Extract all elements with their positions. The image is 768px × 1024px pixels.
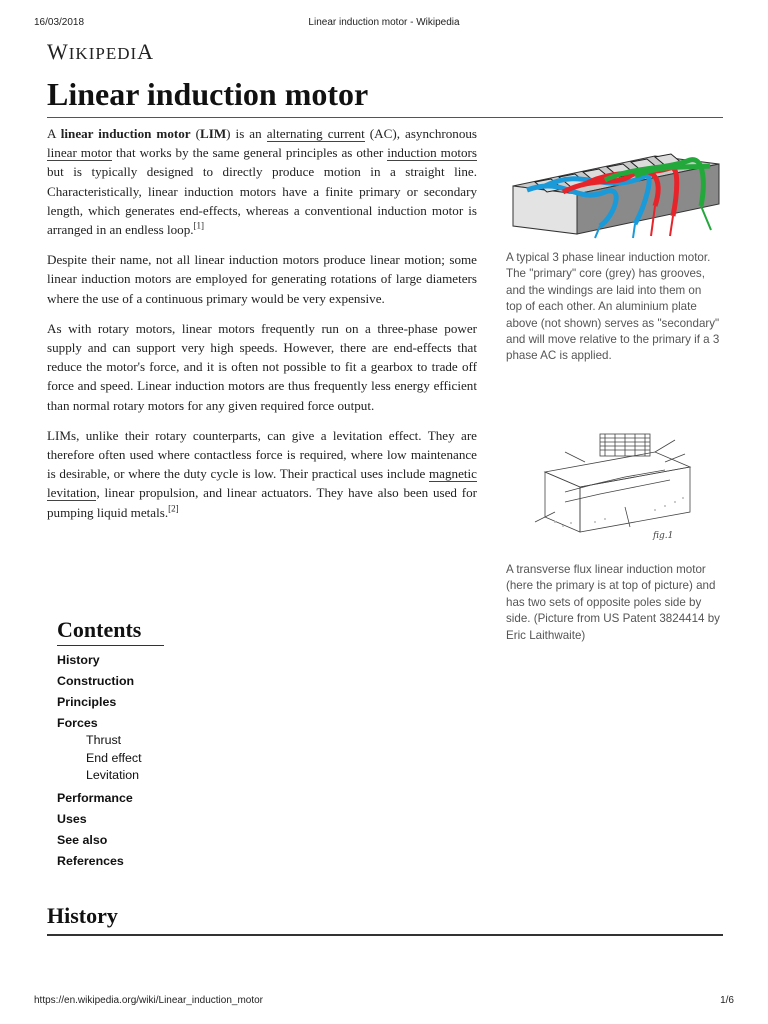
toc-item-see-also[interactable]: See also bbox=[57, 832, 108, 847]
wikipedia-logo[interactable]: WIKIPEDIA bbox=[47, 39, 155, 64]
print-page-title: Linear induction motor - Wikipedia bbox=[308, 17, 460, 28]
toc-item-principles[interactable]: Principles bbox=[57, 695, 117, 709]
paragraph-2: Despite their name, not all linear induction motors produce linear motion; some linear induction motors are employed for generating rotations of large diameters where the use of a continuous primary would be very expensive. bbox=[47, 252, 477, 306]
print-page-number: 1/6 bbox=[720, 995, 734, 1006]
figure-2-caption: A transverse flux linear induction motor (here the primary is at top of picture) and has two sets of opposite poles side by side. (Picture from US Patent 3824414 by Eric Laithwaite) bbox=[506, 563, 720, 642]
history-divider bbox=[47, 934, 723, 936]
toc-item-construction[interactable]: Construction bbox=[57, 674, 135, 688]
page-title: Linear induction motor bbox=[47, 76, 369, 112]
print-date: 16/03/2018 bbox=[34, 17, 85, 28]
title-divider bbox=[47, 117, 723, 118]
contents-divider bbox=[57, 645, 164, 646]
reference-1[interactable]: [1] bbox=[193, 220, 205, 231]
toc-item-uses[interactable]: Uses bbox=[57, 811, 87, 826]
print-footer-url: https://en.wikipedia.org/wiki/Linear_induction_motor bbox=[34, 995, 264, 1006]
figure-label: fig.1 bbox=[653, 531, 674, 541]
toc-subitem-end-effect[interactable]: End effect bbox=[86, 750, 142, 765]
toc-subitem-thrust[interactable]: Thrust bbox=[86, 733, 122, 747]
bold-term-lim: linear induction motor bbox=[60, 126, 191, 141]
transverse-flux-lim-patent-drawing[interactable] bbox=[505, 422, 705, 547]
article-body bbox=[47, 124, 477, 533]
reference-2[interactable]: [2] bbox=[168, 503, 179, 514]
toc-item-performance[interactable]: Performance bbox=[57, 790, 133, 805]
paragraph-4: LIMs, unlike their rotary counterparts, can give a levitation effect. They are therefore often used where contactless force is required, where low maintenance is desirable, or where the duty cycle is low. Their practical uses include magnetic levitation, linear propulsion, and linear actuators. They have also been used for pumping liquid metals.[2] bbox=[47, 427, 477, 520]
table-of-contents bbox=[57, 652, 142, 874]
toc-item-forces[interactable]: Forces bbox=[57, 716, 98, 730]
link-induction-motors[interactable]: induction motors bbox=[387, 145, 478, 161]
toc-subitem-levitation[interactable]: Levitation bbox=[86, 768, 140, 782]
toc-item-references[interactable]: References bbox=[57, 853, 124, 868]
intro-paragraph: A linear induction motor (LIM) is an alternating current (AC), asynchronous linear motor that works by the same general principles as other induction motors but is typically designed to directly produce motion in a straight line. Characteristically, linear induction motors have a finite primary or secondary length, which generates end-effects, whereas a conventional induction motor is arranged in an endless loop.[1] bbox=[47, 126, 478, 238]
three-phase-lim-image[interactable] bbox=[505, 146, 723, 241]
bold-term-abbrev: LIM bbox=[199, 126, 227, 141]
link-magnetic-levitation[interactable]: magnetic levitation bbox=[47, 466, 477, 501]
link-alternating-current[interactable]: alternating current bbox=[266, 126, 365, 141]
history-heading: History bbox=[47, 903, 118, 928]
figure-1-caption: A typical 3 phase linear induction motor. The "primary" core (grey) has grooves, and the windings are laid into them on top of each other. An aluminium plate above (not shown) serves as "secondary" and will move relative to the primary if a 3 phase AC is applied. bbox=[506, 251, 720, 363]
contents-heading: Contents bbox=[57, 617, 142, 642]
paragraph-3: As with rotary motors, linear motors frequently run on a three-phase power supply and can support very high speeds. However, there are end-effects that reduce the motor's force, and it is often not possible to fit a gearbox to trade off force and speed. Linear induction motors are thus frequently less energy efficient than normal rotary motors for any given required force output. bbox=[47, 320, 477, 413]
link-linear-motor[interactable]: linear motor bbox=[47, 145, 113, 161]
toc-item-history[interactable]: History bbox=[57, 653, 100, 667]
